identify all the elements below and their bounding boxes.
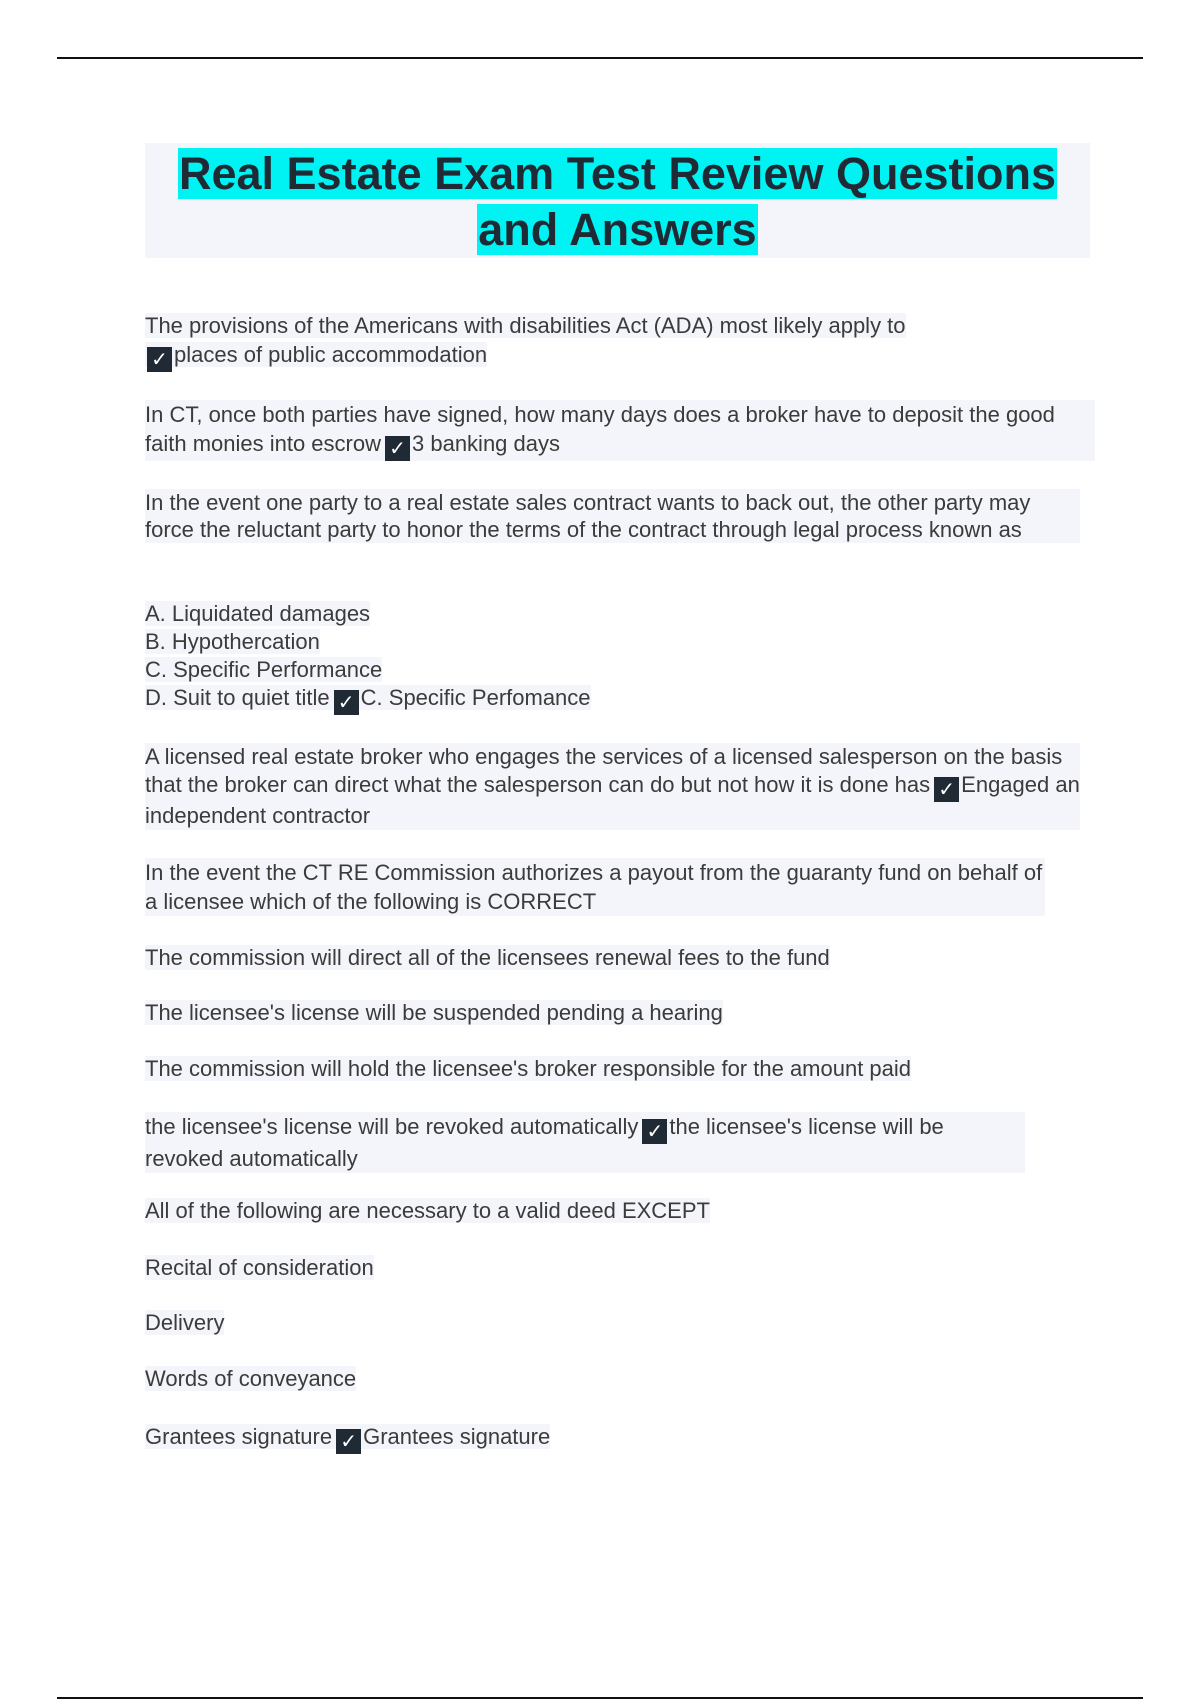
option-text: A. Liquidated damages <box>145 601 371 626</box>
qa-item-3 <box>145 489 1095 543</box>
qa-option-6c <box>145 1364 1095 1393</box>
option-text: The licensee's license will be suspended pending a hearing <box>145 1000 723 1025</box>
option-text: Grantees signature <box>145 1424 333 1449</box>
option-text: Words of conveyance <box>145 1366 357 1391</box>
answer-text: the licensee's license will be revoked automatically <box>145 1114 944 1171</box>
answer-text: places of public accommodation <box>174 342 488 367</box>
question-text: In the event the CT RE Commission authorizes a payout from the guaranty fund on behalf of a licensee which of the following is CORRECT <box>145 858 1045 916</box>
qa-item-2 <box>145 400 1095 461</box>
option-text: C. Specific Performance <box>145 657 383 682</box>
qa-option-5a <box>145 943 1095 972</box>
qa-item-4 <box>145 743 1095 830</box>
option-text: the licensee's license will be revoked automatically <box>145 1114 639 1139</box>
answer-text: Grantees signature <box>363 1424 551 1449</box>
qa-option-6d <box>145 1422 1095 1454</box>
qa-item-5 <box>145 858 1095 916</box>
question-text: The provisions of the Americans with disabilities Act (ADA) most likely apply to <box>145 313 906 338</box>
footer-rule <box>57 1697 1143 1699</box>
title-line-1: Real Estate Exam Test Review Questions <box>178 148 1057 199</box>
question-text: In the event one party to a real estate sales contract wants to back out, the other party may force the reluctant party to honor the terms of the contract through legal process known as <box>145 489 1080 543</box>
header-rule <box>57 57 1143 59</box>
qa-item-1 <box>145 311 1095 372</box>
answer-text: Engaged an independent contractor <box>145 772 1080 828</box>
title-line-2: and Answers <box>478 204 757 255</box>
qa-options-3 <box>145 600 1095 715</box>
qa-option-5d <box>145 1112 1095 1173</box>
question-text: A licensed real estate broker who engages the services of a licensed salesperson on the basis that the broker can direct what the salesperson can do but not how it is done has <box>145 744 1063 797</box>
check-icon: ✓ <box>934 777 959 802</box>
check-icon: ✓ <box>336 1429 361 1454</box>
qa-option-5b <box>145 998 1095 1027</box>
option-text: B. Hypothercation <box>145 629 320 654</box>
option-text: Delivery <box>145 1310 225 1335</box>
title-block <box>145 143 1090 258</box>
qa-option-6a <box>145 1253 1095 1282</box>
check-icon: ✓ <box>642 1119 667 1144</box>
page-title <box>145 143 1090 258</box>
qa-item-6 <box>145 1196 1095 1225</box>
option-text: Recital of consideration <box>145 1255 374 1280</box>
check-icon: ✓ <box>334 690 359 715</box>
qa-option-5c <box>145 1054 1095 1083</box>
question-text: All of the following are necessary to a valid deed EXCEPT <box>145 1198 710 1223</box>
check-icon: ✓ <box>147 347 172 372</box>
answer-text: C. Specific Perfomance <box>360 685 591 710</box>
option-text: The commission will hold the licensee's broker responsible for the amount paid <box>145 1056 912 1081</box>
option-text: D. Suit to quiet title <box>145 685 330 710</box>
question-text: In CT, once both parties have signed, how many days does a broker have to deposit the good faith monies into escrow <box>145 402 1055 456</box>
check-icon: ✓ <box>385 436 410 461</box>
answer-text: 3 banking days <box>412 431 560 456</box>
option-text: The commission will direct all of the licensees renewal fees to the fund <box>145 945 830 970</box>
qa-option-6b <box>145 1308 1095 1337</box>
